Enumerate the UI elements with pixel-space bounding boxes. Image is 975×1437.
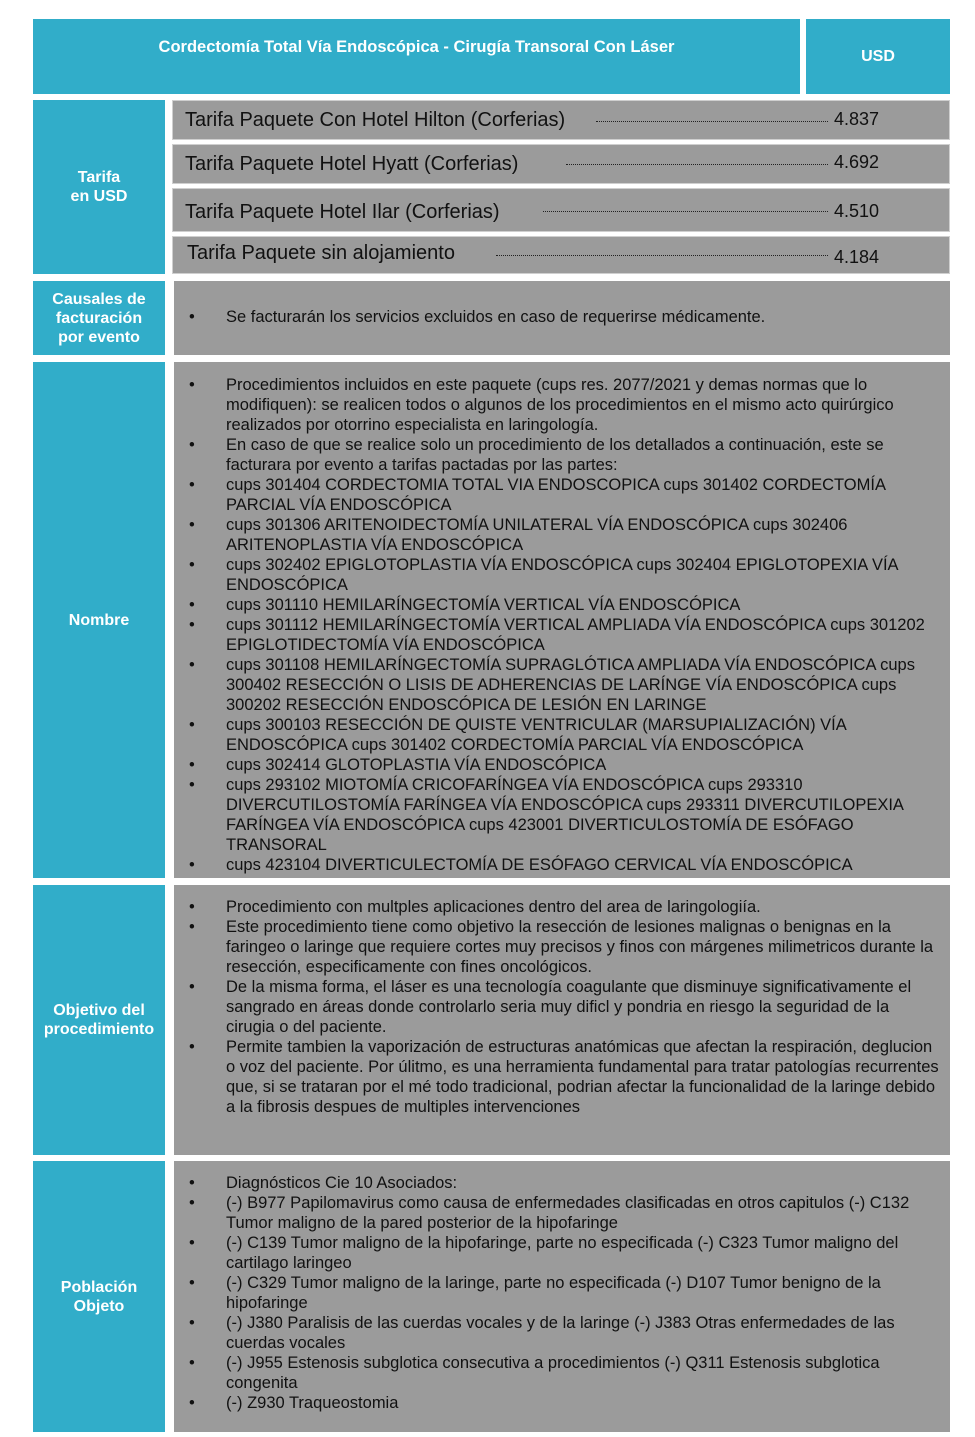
list-item: • En caso de que se realice solo un procedimiento de los detallados a continuación, este se facturara por evento a tarifas pactadas por las partes: [174, 435, 926, 475]
list-item: • cups 300103 RESECCIÓN DE QUISTE VENTRICULAR (MARSUPIALIZACIÓN) VÍA ENDOSCÓPICA cups 301402 CORDECTOMÍA PARCIAL VÍA ENDOSCÓPICA [174, 715, 926, 755]
poblacion-content-cell [174, 1161, 950, 1432]
list-item: • Diagnósticos Cie 10 Asociados: [174, 1173, 942, 1193]
list-item: • (-) Z930 Traqueostomia [174, 1393, 942, 1413]
list-item: • cups 301404 CORDECTOMIA TOTAL VIA ENDOSCOPICA cups 301402 CORDECTOMÍA PARCIAL VÍA ENDOSCÓPICA [174, 475, 926, 515]
list-item: • cups 302414 GLOTOPLASTIA VÍA ENDOSCÓPICA [174, 755, 926, 775]
list-item: • (-) J380 Paralisis de las cuerdas vocales y de la laringe (-) J383 Otras enfermedades de las cuerdas vocales [174, 1313, 942, 1353]
causales-label-cell [33, 281, 165, 355]
causales-content-cell [174, 281, 950, 355]
list-item: • (-) J955 Estenosis subglotica consecutiva a procedimientos (-) Q311 Estenosis subglotica congenita [174, 1353, 942, 1393]
rate-row-sin-alojamiento [172, 236, 950, 274]
rate-value: 4.837 [834, 109, 880, 129]
list-item: • (-) B977 Papilomavirus como causa de enfermedades clasificadas en otros capitulos (-) C132 Tumor maligno de la pared posterior de la hipofaringe [174, 1193, 942, 1233]
list-item: • (-) C139 Tumor maligno de la hipofaringe, parte no especificada (-) C323 Tumor maligno del cartilago laringeo [174, 1233, 942, 1273]
list-item: • De la misma forma, el láser es una tecnología coagulante que disminuye significativamente el sangrado en áreas donde controlarlo seria muy dificl y pondria en riesgo la seguridad de la cirugia o del paciente. [174, 977, 942, 1037]
poblacion-label-cell [33, 1161, 165, 1432]
list-item: • cups 301108 HEMILARÍNGECTOMÍA SUPRAGLÓTICA AMPLIADA VÍA ENDOSCÓPICA cups 300402 RESECCIÓN O LISIS DE ADHERENCIAS DE LARÍNGE VÍA ENDOSCÓPICA cups 300202 RESECCIÓN ENDOSCÓPICA DE LESIÓN EN LARINGE [174, 655, 926, 715]
list-item: • Procedimiento con multples aplicaciones dentro del area de laringologiía. [174, 897, 942, 917]
objetivo-label: Objetivo del procedimiento [43, 1002, 155, 1038]
dotted-leader [566, 164, 828, 165]
list-item: • Permite tambien la vaporización de estructuras anatómicas que afectan la respiración, deglucion o voz del paciente. Por úlitmo, es una herramienta fundamental para tratar patologías recurrentes que, si se trataran por el mé todo tradicional, podrian afectar la funcionalidad de la laringe debido a la fibrosis despues de multiples intervenciones [174, 1037, 942, 1117]
rate-value: 4.510 [834, 201, 880, 221]
objetivo-list [174, 897, 942, 1117]
dotted-leader [596, 121, 828, 122]
rate-label: Tarifa Paquete sin alojamiento [187, 242, 455, 264]
rate-value: 4.184 [834, 247, 880, 267]
rate-label: Tarifa Paquete Hotel Ilar (Corferias) [185, 201, 500, 223]
list-item: • Procedimientos incluidos en este paquete (cups res. 2077/2021 y demas normas que lo modifiquen): se realicen todos o algunos de los procedimientos en el mismo acto quirúrgico realizados por otorrino especialista en laringología. [174, 375, 926, 435]
list-item: • cups 301306 ARITENOIDECTOMÍA UNILATERAL VÍA ENDOSCÓPICA cups 302406 ARITENOPLASTIA VÍA ENDOSCÓPICA [174, 515, 926, 555]
list-item: • cups 302402 EPIGLOTOPLASTIA VÍA ENDOSCÓPICA cups 302404 EPIGLOTOPEXIA VÍA ENDOSCÓPICA [174, 555, 926, 595]
dotted-leader [496, 255, 828, 256]
causales-label: Causales de facturación por evento [52, 290, 146, 346]
page-title: Cordectomía Total Vía Endoscópica - Cirugía Transoral Con Láser [158, 38, 675, 56]
rate-value: 4.692 [834, 152, 880, 172]
header-title-cell [33, 19, 800, 94]
nombre-label-cell [33, 362, 165, 878]
tarifa-label-cell [33, 100, 165, 274]
list-item: • cups 301110 HEMILARÍNGECTOMÍA VERTICAL VÍA ENDOSCÓPICA [174, 595, 926, 615]
list-item: • cups 423104 DIVERTICULECTOMÍA DE ESÓFAGO CERVICAL VÍA ENDOSCÓPICA [174, 855, 926, 875]
rate-row-hyatt [172, 144, 950, 184]
rate-label: Tarifa Paquete Con Hotel Hilton (Corferias) [185, 109, 566, 131]
dotted-leader [543, 211, 828, 212]
rate-row-ilar [172, 188, 950, 232]
objetivo-label-cell [33, 885, 165, 1155]
list-item: • cups 301112 HEMILARÍNGECTOMÍA VERTICAL AMPLIADA VÍA ENDOSCÓPICA cups 301202 EPIGLOTIDECTOMÍA VÍA ENDOSCÓPICA [174, 615, 926, 655]
rate-row-hilton [172, 100, 950, 140]
poblacion-list [174, 1173, 942, 1413]
list-item: • Este procedimiento tiene como objetivo la resección de lesiones malignas o benignas en la faringeo o laringe que requiere cortes muy precisos y finos con márgenes milimetricos durante la resección, especificamente con fines oncológicos. [174, 917, 942, 977]
nombre-list [174, 375, 926, 875]
poblacion-label: Población Objeto [60, 1278, 138, 1315]
objetivo-content-cell [174, 885, 950, 1155]
rate-label: Tarifa Paquete Hotel Hyatt (Corferias) [185, 153, 519, 175]
list-item: • Se facturarán los servicios excluidos en caso de requerirse médicamente. [174, 307, 950, 327]
list-item: • (-) C329 Tumor maligno de la laringe, parte no especificada (-) D107 Tumor benigno de la hipofaringe [174, 1273, 942, 1313]
causales-list [174, 307, 950, 327]
currency-label: USD [861, 48, 895, 65]
nombre-content-cell [174, 362, 950, 878]
nombre-label: Nombre [68, 611, 130, 629]
tarifa-label: Tarifa en USD [70, 169, 128, 205]
list-item: • cups 293102 MIOTOMÍA CRICOFARÍNGEA VÍA ENDOSCÓPICA cups 293310 DIVERCUTILOSTOMÍA FARÍNGEA VÍA ENDOSCÓPICA cups 293311 DIVERCUTILOPEXIA FARÍNGEA VÍA ENDOSCÓPICA cups 423001 DIVERTICULOSTOMÍA DE ESÓFAGO TRANSORAL [174, 775, 926, 855]
header-currency-cell [806, 19, 950, 94]
